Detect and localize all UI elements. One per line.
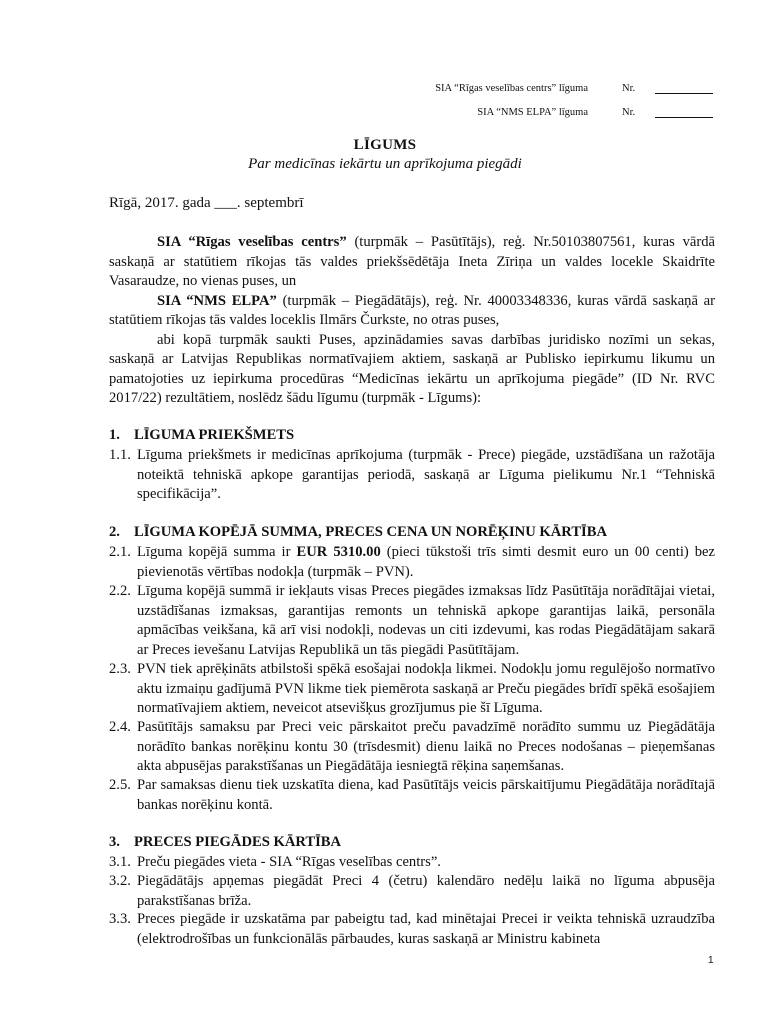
clause-text: Par samaksas dienu tiek uzskatīta diena, kad Pasūtītājs veicis pārskaitījumu Piegādātāja norādītajā bankas norēķinu kontā. xyxy=(137,777,715,813)
clause-3-2 xyxy=(109,872,715,911)
party-1-details: (turpmāk – Pasūtītājs), reģ. Nr.50103807561, kuras vārdā saskaņā ar statūtiem rīkojas tās valdes priekšsēdētāja Ineta Zīriņa un valdes locekle Skaidrīte Vasaraudze, no vienas puses, un xyxy=(109,234,715,289)
clause-number: 3.1. xyxy=(109,854,131,870)
clause-text: Līguma kopējā summā ir iekļauts visas Preces piegādes izmaksas līdz Pasūtītāja norādītājai vietai, uzstādīšanas izmaksas, garantijas remonts un tehniskā apkope garantijas laikā, personāla apmācības veikšana, kā arī visi nodokļi, nodevas un citi izdevumi, kas rodas Piegādātājam sakarā ar Preces ievešanu Latvijas Republikā un tās piegādi Pasūtītājam. xyxy=(137,583,715,658)
clause-text: Piegādātājs apņemas piegādāt Preci 4 (četru) kalendāro nedēļu laikā no līguma abpusēja parakstīšanas brīža. xyxy=(137,873,715,909)
clause-2-4 xyxy=(109,718,715,777)
clause-text: Preču piegādes vieta - SIA “Rīgas veselības centrs”. xyxy=(137,854,441,870)
clause-2-5 xyxy=(109,776,715,815)
clause-2-2 xyxy=(109,582,715,660)
section-number: 2. xyxy=(109,524,120,540)
clause-number: 2.5. xyxy=(109,777,131,793)
clause-3-3 xyxy=(109,910,715,949)
section-number: 1. xyxy=(109,427,120,443)
section-title: PRECES PIEGĀDES KĀRTĪBA xyxy=(134,834,342,850)
section-title: LĪGUMA PRIEKŠMETS xyxy=(134,427,295,443)
date-line: Rīgā, 2017. gada ___. septembrī xyxy=(109,195,304,211)
clause-2-1 xyxy=(109,543,715,582)
header-ref-party: SIA “NMS ELPA” līguma xyxy=(477,107,588,118)
party-1-name: SIA “Rīgas veselības centrs” xyxy=(157,234,347,250)
section-1-heading xyxy=(109,427,294,444)
section-title: LĪGUMA KOPĒJĀ SUMMA, PRECES CENA UN NORĒĶINU KĀRTĪBA xyxy=(134,524,608,540)
clause-number: 2.2. xyxy=(109,583,131,599)
document-subtitle: Par medicīnas iekārtu un aprīkojuma piegādi xyxy=(248,156,522,172)
header-ref-blank xyxy=(655,83,713,94)
header-ref-nr: Nr. xyxy=(622,107,636,118)
party-2-name: SIA “NMS ELPA” xyxy=(157,292,277,309)
section-2-heading xyxy=(109,524,607,541)
header-ref-2 xyxy=(0,107,770,121)
clause-text xyxy=(137,543,715,582)
header-ref-blank xyxy=(655,107,713,118)
clause-text: Preces piegāde ir uzskatāma par pabeigtu tad, kad minētajai Precei ir veikta tehniskā uzraudzība (elektrodrošības un funkcionālās pārbaudes, kuras saskaņā ar Ministru kabineta xyxy=(137,911,715,947)
page-number: 1 xyxy=(708,955,714,966)
clause-number: 3.2. xyxy=(109,873,131,889)
header-ref-nr: Nr. xyxy=(622,83,636,94)
clause-2-3 xyxy=(109,660,715,719)
clause-number: 2.4. xyxy=(109,719,131,735)
header-ref-1 xyxy=(0,83,770,97)
party-2-details: (turpmāk – Piegādātājs), reģ. Nr. 40003348336, kuras vārdā saskaņā ar statūtiem rīkojas tās valdes loceklis Ilmārs Čurkste, no otras puses, xyxy=(109,292,715,328)
intro-block xyxy=(109,233,715,409)
clause-number: 2.1. xyxy=(109,544,131,560)
clause-3-1 xyxy=(109,853,715,873)
clause-text: Pasūtītājs samaksu par Preci veic pārskaitot preču pavadzīmē norādīto summu uz Piegādātāja norādīto bankas norēķinu kontu 30 (trīsdesmit) dienu laikā no Preces nodošanas – pieņemšanas akta abpusējas parakstīšanas un Piegādātāja iesniegtā rēķina saņemšanas. xyxy=(137,719,715,774)
clause-text-rest: (pieci tūkstoši trīs simti desmit euro un 00 centi) bez pievienotās vērtības nodokļa (turpmāk – PVN). xyxy=(137,544,716,580)
clause-1-1 xyxy=(109,446,715,505)
header-ref-party: SIA “Rīgas veselības centrs” līguma xyxy=(435,83,588,94)
document-title: LĪGUMS xyxy=(353,137,417,153)
section-3-heading xyxy=(109,834,341,851)
clause-number: 3.3. xyxy=(109,911,131,927)
clause-text: PVN tiek aprēķināts atbilstoši spēkā esošajai nodokļa likmei. Nodokļu jomu regulējošo normatīvo aktu izmaiņu gadījumā PVN likme tiek piemērota saskaņā ar Preču piegādes brīdī spēkā esošajiem normatīvajiem aktiem, neveicot atsevišķus grozījumus pie šī Līguma. xyxy=(137,661,715,716)
intro-paragraph-2 xyxy=(109,292,715,331)
section-number: 3. xyxy=(109,834,120,850)
clause-text: Līguma priekšmets ir medicīnas aprīkojuma (turpmāk - Prece) piegāde, uzstādīšana un ražotāja noteiktā tehniskā apkope garantijas periodā, saskaņā ar Līguma pielikumu Nr.1 “Tehniskā specifikācija”. xyxy=(137,447,715,502)
clause-number: 2.3. xyxy=(109,661,131,677)
intro-paragraph-3: abi kopā turpmāk saukti Puses, apzinādamies savas darbības juridisko nozīmi un sekas, saskaņā ar Latvijas Republikas normatīvajiem aktiem, saskaņā ar Publisko iepirkumu likumu un pamatojoties uz iepirkuma procedūras “Medicīnas iekārtu un aprīkojuma piegāde” (ID Nr. RVC 2017/22) rezultātiem, noslēdz šādu līgumu (turpmāk - Līgums): xyxy=(109,331,715,406)
clause-text-pre: Līguma kopējā summa ir xyxy=(137,544,297,560)
intro-paragraph-1 xyxy=(109,233,715,292)
contract-amount: EUR 5310.00 xyxy=(296,544,381,560)
clause-number: 1.1. xyxy=(109,447,131,463)
